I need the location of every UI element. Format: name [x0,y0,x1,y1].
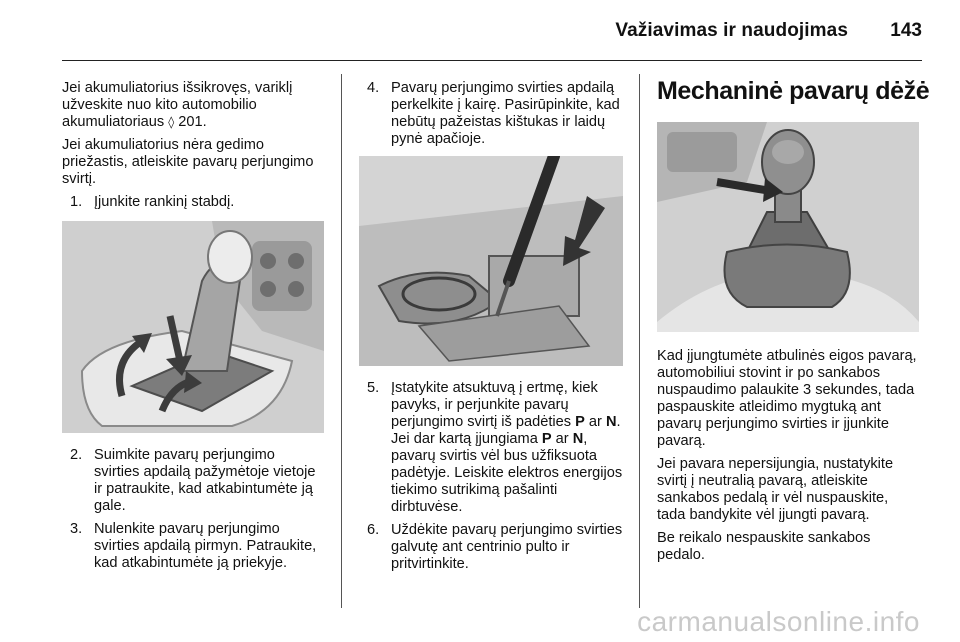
column-divider-1 [341,74,342,608]
column-2 [359,80,623,579]
figure-gear-lever-trim-removal [62,221,324,433]
section-title: Mechaninė pavarų dėžė [657,77,930,105]
paragraph-jump-start: Jei akumuliatorius išsikrovęs, variklį užveskite nuo kito automobilio akumuliatoriaus ◊ 201. [62,80,293,130]
page-ref-link[interactable]: 201. [174,114,207,130]
paragraph-release-lever: Jei akumuliatorius nėra gedimo priežastis, atleiskite pavarų perjungimo svirtį. [62,137,314,187]
watermark: carmanualsonline.info [637,606,920,637]
step-1: 1. Įjunkite rankinį stabdį. [70,194,235,210]
step-4: 4. Pavarų perjungimo svirties apdailą perkelkite į kairę. Pasirūpinkite, kad nebūtų pažeistas kištukas ir laidų pynė apačioje. [367,80,620,147]
column-3 [657,76,930,570]
paragraph-clutch-note: Be reikalo nespauskite sankabos pedalo. [657,530,871,563]
step-2: 2. Suimkite pavarų perjungimo svirties apdailą pažymėtoje vietoje ir patraukite, kad atkabintumėte ją gale. [70,447,316,514]
gear-lever-illustration [62,221,324,433]
paragraph-neutral-retry: Jei pavara nepersijungia, nustatykite svirtį į neutralią pavarą, atleiskite sankabos pedalą ir vėl nuspauskite, tada bandykite vėl įjungti pavarą. [657,456,894,523]
figure-manual-gearshift [657,122,919,332]
manual-gearshift-illustration [657,122,919,332]
step-5: 5. Įstatykite atsuktuvą į ertmę, kiek pavyks, ir perjunkite pavarų perjungimo svirtį iš padėties P ar N. Jei dar kartą įjungiama P ar N, pavarų svirtis vėl bus užfiksuota padėtyje. Leiskite elektros energijos tiekimo sutrikimą pašalinti dirbtuvėse. [367,380,623,515]
running-header-title: Važiavimas ir naudojimas [615,20,848,41]
paragraph-reverse-gear: Kad įjungtumėte atbulinės eigos pavarą, automobiliui stovint ir po sankabos nuspaudimo palaukite 3 sekundes, tada paspauskite atleidimo mygtuką ant pavarų perjungimo svirties ir įjunkite pavarą. [657,348,917,449]
header-rule [62,60,922,61]
step-3: 3. Nulenkite pavarų perjungimo svirties apdailą pirmyn. Patraukite, kad atkabintumėte ją priekyje. [70,521,317,571]
screwdriver-illustration [359,156,623,366]
step-6: 6. Uždėkite pavarų perjungimo svirties galvutę ant centrinio pulto ir pritvirtinkite. [367,522,623,572]
column-1 [62,80,324,578]
figure-screwdriver-release [359,156,623,366]
column-divider-2 [639,74,640,608]
page-number: 143 [890,20,922,41]
page-ref-arrow-icon: ◊ [168,115,175,129]
